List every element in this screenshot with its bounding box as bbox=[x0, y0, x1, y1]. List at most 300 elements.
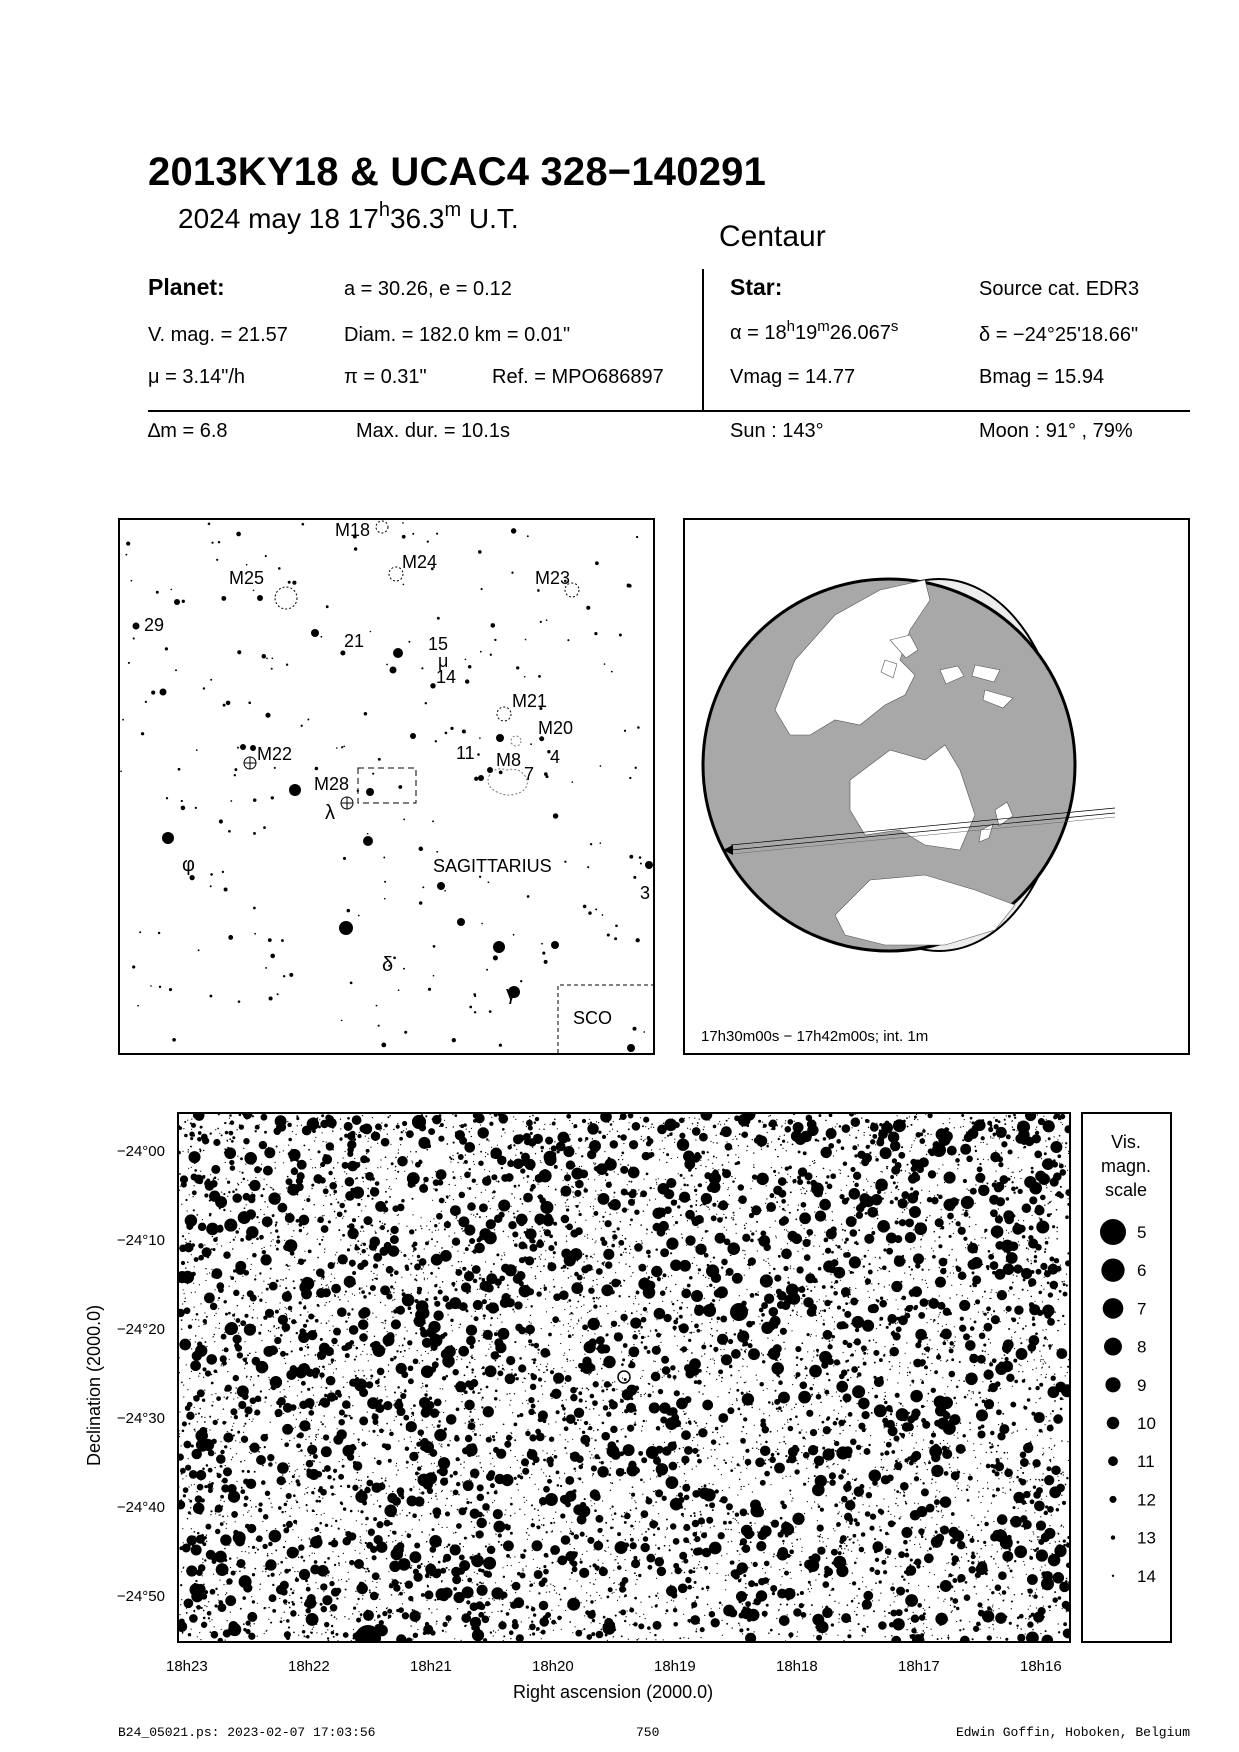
field-star bbox=[827, 1481, 829, 1483]
field-star bbox=[832, 1220, 834, 1222]
field-star bbox=[1050, 1293, 1052, 1295]
field-star bbox=[855, 1430, 856, 1431]
field-star bbox=[432, 1200, 433, 1201]
field-star bbox=[726, 1229, 727, 1230]
field-star bbox=[998, 1567, 999, 1568]
finder-star bbox=[151, 691, 155, 695]
field-star bbox=[926, 1627, 927, 1628]
field-star bbox=[960, 1126, 961, 1127]
field-star bbox=[193, 1395, 200, 1402]
field-star bbox=[924, 1354, 925, 1355]
field-star bbox=[389, 1186, 390, 1187]
field-star bbox=[867, 1207, 878, 1218]
field-star bbox=[755, 1230, 756, 1231]
field-star bbox=[395, 1465, 396, 1466]
field-star bbox=[1057, 1320, 1058, 1321]
field-star bbox=[1035, 1479, 1037, 1481]
field-star bbox=[224, 1548, 226, 1550]
field-star bbox=[785, 1443, 786, 1444]
field-star bbox=[758, 1449, 759, 1450]
field-star bbox=[298, 1544, 304, 1550]
field-star bbox=[701, 1330, 702, 1331]
field-star bbox=[694, 1420, 696, 1422]
field-star bbox=[195, 1335, 197, 1337]
field-star bbox=[334, 1616, 336, 1618]
field-star bbox=[804, 1209, 805, 1210]
field-star bbox=[814, 1475, 816, 1477]
field-star bbox=[230, 1408, 237, 1415]
field-star bbox=[600, 1325, 602, 1327]
field-star bbox=[611, 1327, 612, 1328]
field-star bbox=[987, 1635, 992, 1640]
field-star bbox=[298, 1451, 299, 1452]
field-star bbox=[629, 1266, 631, 1268]
field-star bbox=[917, 1426, 918, 1427]
field-star bbox=[570, 1530, 572, 1532]
field-star bbox=[717, 1432, 718, 1433]
field-star bbox=[681, 1513, 684, 1516]
field-star bbox=[990, 1556, 992, 1558]
field-star bbox=[401, 1199, 405, 1203]
finder-star bbox=[248, 701, 251, 704]
field-star bbox=[390, 1530, 391, 1531]
detail-area-box bbox=[358, 768, 416, 803]
finder-star bbox=[326, 605, 329, 608]
field-star bbox=[566, 1235, 567, 1236]
field-star bbox=[294, 1571, 295, 1572]
field-star bbox=[490, 1346, 491, 1347]
field-star bbox=[410, 1437, 411, 1438]
field-star bbox=[380, 1159, 381, 1160]
field-star bbox=[988, 1250, 991, 1253]
field-star bbox=[630, 1534, 631, 1535]
field-star bbox=[514, 1185, 517, 1188]
field-star bbox=[995, 1150, 996, 1151]
field-star bbox=[1037, 1509, 1038, 1510]
field-star bbox=[768, 1263, 769, 1264]
field-star bbox=[863, 1417, 864, 1418]
field-star bbox=[232, 1193, 242, 1203]
field-star bbox=[569, 1314, 570, 1315]
field-star bbox=[914, 1631, 916, 1633]
field-star bbox=[882, 1126, 883, 1127]
field-star bbox=[918, 1312, 925, 1319]
field-star bbox=[1014, 1222, 1019, 1227]
field-star bbox=[817, 1520, 818, 1521]
field-star bbox=[688, 1638, 689, 1639]
field-star bbox=[348, 1579, 349, 1580]
field-star bbox=[226, 1523, 227, 1524]
field-star bbox=[864, 1255, 867, 1258]
field-star bbox=[1043, 1453, 1044, 1454]
field-star bbox=[316, 1402, 317, 1403]
field-star bbox=[844, 1230, 846, 1232]
field-star bbox=[978, 1312, 979, 1313]
field-star bbox=[225, 1640, 226, 1641]
field-star bbox=[333, 1636, 335, 1638]
field-star bbox=[729, 1365, 733, 1369]
field-star bbox=[415, 1151, 417, 1153]
field-star bbox=[941, 1329, 952, 1340]
field-star bbox=[913, 1382, 914, 1383]
field-star bbox=[240, 1320, 246, 1326]
field-star bbox=[899, 1517, 901, 1519]
field-star bbox=[206, 1541, 208, 1543]
field-star bbox=[778, 1380, 783, 1385]
field-star bbox=[829, 1479, 835, 1485]
field-star bbox=[799, 1381, 807, 1389]
field-star bbox=[244, 1152, 257, 1165]
finder-star bbox=[393, 648, 403, 658]
finder-star bbox=[493, 955, 498, 960]
field-star bbox=[259, 1589, 260, 1590]
field-star bbox=[585, 1140, 587, 1142]
field-star bbox=[906, 1342, 907, 1343]
field-star bbox=[346, 1173, 347, 1174]
field-star bbox=[208, 1468, 213, 1473]
field-star bbox=[554, 1455, 558, 1459]
field-star bbox=[529, 1591, 530, 1592]
field-star bbox=[1045, 1363, 1046, 1364]
field-star bbox=[432, 1115, 441, 1124]
field-star bbox=[915, 1263, 920, 1268]
field-star bbox=[801, 1298, 802, 1299]
field-star bbox=[781, 1167, 782, 1168]
field-star bbox=[434, 1512, 440, 1518]
finder-star bbox=[250, 745, 256, 751]
field-star bbox=[413, 1633, 418, 1638]
field-star bbox=[286, 1288, 287, 1289]
field-star bbox=[293, 1230, 294, 1231]
field-star bbox=[711, 1608, 712, 1609]
field-star bbox=[436, 1169, 447, 1180]
field-star bbox=[205, 1524, 211, 1530]
field-star bbox=[582, 1431, 585, 1434]
field-star bbox=[829, 1170, 830, 1171]
field-star bbox=[421, 1515, 422, 1516]
field-star bbox=[610, 1467, 611, 1468]
field-star bbox=[444, 1547, 445, 1548]
field-star bbox=[770, 1566, 771, 1567]
field-star bbox=[494, 1338, 503, 1347]
field-star bbox=[759, 1382, 764, 1387]
field-star bbox=[928, 1461, 931, 1464]
field-star bbox=[334, 1211, 336, 1213]
field-star bbox=[1041, 1566, 1042, 1567]
field-star bbox=[1048, 1292, 1053, 1297]
field-star bbox=[325, 1387, 327, 1389]
field-star bbox=[869, 1297, 870, 1298]
field-star bbox=[610, 1490, 611, 1491]
field-star bbox=[285, 1213, 295, 1223]
field-star bbox=[280, 1572, 281, 1573]
field-star bbox=[497, 1286, 499, 1288]
field-star bbox=[718, 1469, 719, 1470]
field-star bbox=[479, 1462, 481, 1464]
field-star bbox=[783, 1293, 784, 1294]
field-star bbox=[990, 1533, 999, 1542]
field-star bbox=[1025, 1510, 1026, 1511]
field-star bbox=[925, 1258, 926, 1259]
field-star bbox=[324, 1369, 325, 1370]
field-star bbox=[816, 1349, 819, 1352]
field-star bbox=[243, 1148, 244, 1149]
field-star bbox=[625, 1581, 627, 1583]
field-star bbox=[547, 1585, 548, 1586]
field-star bbox=[949, 1297, 950, 1298]
field-star bbox=[931, 1629, 932, 1630]
field-star bbox=[831, 1623, 834, 1626]
field-star bbox=[485, 1601, 490, 1606]
field-star bbox=[779, 1442, 780, 1443]
field-star bbox=[193, 1185, 194, 1186]
field-star bbox=[479, 1216, 481, 1218]
field-star bbox=[953, 1457, 954, 1458]
field-star bbox=[349, 1192, 350, 1193]
field-star bbox=[179, 1500, 185, 1509]
field-star bbox=[756, 1541, 766, 1551]
field-star bbox=[1016, 1348, 1028, 1360]
field-star bbox=[775, 1220, 776, 1221]
field-star bbox=[331, 1358, 335, 1362]
field-star bbox=[199, 1284, 200, 1285]
field-star bbox=[864, 1631, 866, 1633]
field-star bbox=[497, 1156, 506, 1165]
field-star bbox=[870, 1435, 871, 1436]
field-star bbox=[474, 1164, 475, 1165]
field-star bbox=[684, 1446, 693, 1455]
field-star bbox=[315, 1439, 316, 1440]
field-star bbox=[411, 1412, 414, 1415]
field-star bbox=[952, 1578, 957, 1583]
field-star bbox=[472, 1535, 475, 1538]
finder-star bbox=[378, 1025, 380, 1027]
field-star bbox=[289, 1466, 290, 1467]
field-star bbox=[730, 1388, 731, 1389]
field-star bbox=[512, 1412, 513, 1413]
field-star bbox=[1046, 1416, 1047, 1417]
field-star bbox=[239, 1114, 242, 1116]
field-star bbox=[1047, 1506, 1054, 1513]
finder-star bbox=[236, 532, 241, 537]
field-star bbox=[583, 1197, 584, 1198]
field-star bbox=[183, 1396, 184, 1397]
field-star bbox=[878, 1283, 880, 1285]
field-star bbox=[553, 1585, 554, 1586]
field-star bbox=[631, 1312, 633, 1314]
field-star bbox=[813, 1356, 814, 1357]
field-star bbox=[767, 1388, 768, 1389]
field-star bbox=[930, 1319, 931, 1320]
field-star bbox=[231, 1140, 234, 1143]
field-star bbox=[416, 1275, 417, 1276]
field-star bbox=[336, 1597, 338, 1599]
field-star bbox=[895, 1503, 896, 1504]
field-star bbox=[278, 1506, 282, 1510]
field-star bbox=[1036, 1379, 1038, 1381]
field-star bbox=[457, 1509, 459, 1511]
field-star bbox=[286, 1521, 293, 1528]
field-star bbox=[646, 1233, 647, 1234]
field-star bbox=[631, 1497, 632, 1498]
field-star bbox=[844, 1621, 845, 1622]
field-star bbox=[803, 1188, 804, 1189]
field-star bbox=[920, 1519, 921, 1520]
field-star bbox=[967, 1298, 968, 1299]
field-star bbox=[593, 1216, 594, 1217]
field-star bbox=[360, 1485, 362, 1487]
field-star bbox=[1011, 1336, 1012, 1337]
field-star bbox=[907, 1164, 909, 1166]
field-star bbox=[581, 1266, 589, 1274]
field-star bbox=[1032, 1369, 1033, 1370]
field-star bbox=[337, 1201, 339, 1203]
field-star bbox=[264, 1214, 265, 1215]
field-star bbox=[799, 1431, 802, 1434]
field-star bbox=[359, 1553, 360, 1554]
field-star bbox=[197, 1484, 204, 1491]
field-star bbox=[188, 1486, 189, 1487]
field-star bbox=[230, 1211, 231, 1212]
field-star bbox=[404, 1350, 406, 1352]
field-star bbox=[560, 1599, 562, 1601]
field-star bbox=[894, 1462, 902, 1470]
max-duration: Max. dur. = 10.1s bbox=[356, 420, 510, 442]
field-star bbox=[208, 1601, 209, 1602]
field-star bbox=[261, 1248, 262, 1249]
field-star bbox=[808, 1581, 811, 1584]
field-star bbox=[294, 1438, 295, 1439]
field-star bbox=[905, 1549, 908, 1552]
field-star bbox=[664, 1137, 665, 1138]
field-star bbox=[651, 1232, 653, 1234]
field-star bbox=[262, 1544, 267, 1549]
field-star bbox=[318, 1500, 321, 1503]
field-star bbox=[633, 1257, 634, 1258]
field-star bbox=[564, 1473, 565, 1474]
field-star bbox=[417, 1564, 422, 1569]
field-star bbox=[786, 1604, 788, 1606]
field-star bbox=[192, 1196, 193, 1197]
field-star bbox=[377, 1143, 378, 1144]
field-star bbox=[951, 1285, 952, 1286]
field-star bbox=[286, 1558, 287, 1559]
field-star bbox=[485, 1365, 497, 1377]
field-star bbox=[595, 1579, 596, 1580]
finder-star bbox=[196, 749, 198, 751]
field-star bbox=[204, 1421, 206, 1423]
field-star bbox=[564, 1414, 565, 1415]
field-star bbox=[620, 1221, 621, 1222]
field-star bbox=[764, 1463, 766, 1465]
field-star bbox=[742, 1250, 743, 1251]
field-star bbox=[973, 1586, 975, 1588]
finder-star bbox=[277, 993, 279, 995]
field-star bbox=[801, 1303, 802, 1304]
field-star bbox=[224, 1219, 237, 1232]
field-star bbox=[255, 1506, 257, 1508]
finder-star bbox=[419, 901, 423, 905]
finder-star bbox=[257, 595, 263, 601]
finder-star bbox=[253, 590, 255, 592]
field-star bbox=[401, 1277, 402, 1278]
field-star bbox=[1006, 1134, 1011, 1139]
field-star bbox=[782, 1140, 785, 1143]
field-star bbox=[701, 1323, 702, 1324]
field-star bbox=[793, 1181, 794, 1182]
field-star bbox=[315, 1434, 317, 1436]
field-star bbox=[348, 1396, 349, 1397]
field-star bbox=[771, 1141, 772, 1142]
field-star bbox=[359, 1162, 360, 1163]
field-star bbox=[992, 1604, 993, 1605]
field-star bbox=[902, 1255, 904, 1257]
field-star bbox=[381, 1122, 382, 1123]
field-star bbox=[1033, 1201, 1034, 1202]
field-star bbox=[264, 1131, 267, 1134]
field-star bbox=[373, 1350, 374, 1351]
field-star bbox=[587, 1234, 588, 1235]
field-star bbox=[403, 1356, 404, 1357]
field-star bbox=[444, 1120, 445, 1121]
field-star bbox=[743, 1417, 747, 1421]
field-star bbox=[546, 1453, 547, 1454]
field-star bbox=[895, 1220, 899, 1224]
field-star bbox=[392, 1491, 394, 1493]
table-divider-vertical bbox=[702, 269, 704, 411]
planet-reference: Ref. = MPO686897 bbox=[492, 366, 664, 388]
field-star bbox=[395, 1157, 397, 1159]
field-star bbox=[198, 1243, 203, 1248]
field-star bbox=[712, 1358, 713, 1359]
field-star bbox=[297, 1125, 298, 1126]
field-star bbox=[493, 1630, 494, 1631]
field-star bbox=[638, 1638, 639, 1639]
field-star bbox=[589, 1582, 590, 1583]
field-star bbox=[495, 1360, 497, 1362]
field-star bbox=[769, 1120, 777, 1128]
field-star bbox=[570, 1360, 571, 1361]
field-star bbox=[565, 1202, 566, 1203]
field-star bbox=[780, 1517, 783, 1520]
field-star bbox=[1063, 1292, 1068, 1297]
field-star bbox=[942, 1517, 943, 1518]
field-star bbox=[492, 1598, 494, 1600]
field-star bbox=[863, 1358, 864, 1359]
field-star bbox=[313, 1460, 315, 1462]
field-star bbox=[1001, 1472, 1002, 1473]
field-star bbox=[841, 1370, 847, 1376]
field-star bbox=[246, 1376, 248, 1378]
field-star bbox=[795, 1372, 800, 1377]
field-star bbox=[317, 1257, 319, 1259]
finder-star bbox=[607, 933, 610, 936]
field-star bbox=[494, 1490, 498, 1494]
field-star bbox=[801, 1202, 807, 1208]
field-star bbox=[510, 1503, 513, 1506]
field-star bbox=[228, 1131, 229, 1132]
field-star bbox=[961, 1214, 962, 1215]
field-star bbox=[790, 1176, 791, 1177]
field-star bbox=[817, 1535, 818, 1536]
field-star bbox=[1026, 1503, 1027, 1504]
field-star bbox=[991, 1289, 992, 1290]
field-star bbox=[491, 1117, 492, 1118]
field-star bbox=[366, 1168, 367, 1169]
field-star bbox=[315, 1319, 319, 1323]
field-star bbox=[1048, 1203, 1049, 1204]
field-star bbox=[942, 1515, 943, 1516]
